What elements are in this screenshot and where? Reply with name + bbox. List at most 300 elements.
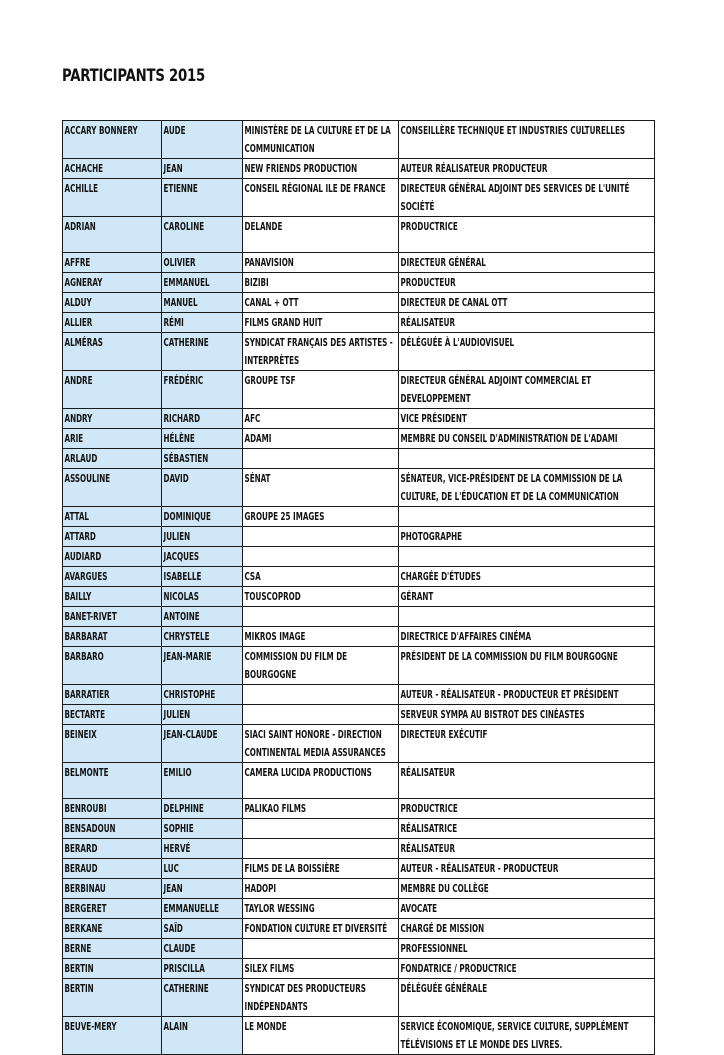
role-cell bbox=[399, 371, 655, 409]
role-cell bbox=[399, 607, 655, 627]
first-name-text: CAROLINE bbox=[163, 221, 205, 233]
role-text: DIRECTEUR DE CANAL OTT bbox=[400, 297, 508, 309]
last-name-text: ADRIAN bbox=[64, 221, 96, 233]
role-text: MEMBRE DU COLLÈGE bbox=[400, 883, 489, 895]
organization-text bbox=[243, 547, 399, 548]
last-name-cell bbox=[63, 959, 162, 979]
role-text bbox=[399, 507, 655, 508]
first-name-cell bbox=[162, 725, 243, 763]
first-name-cell bbox=[162, 159, 243, 179]
last-name-cell bbox=[63, 1017, 162, 1055]
organization-cell bbox=[243, 819, 399, 839]
role-text: AVOCATE bbox=[400, 903, 438, 915]
last-name-text: ARLAUD bbox=[64, 453, 98, 465]
organization-cell bbox=[243, 469, 399, 507]
table-row bbox=[63, 1017, 655, 1055]
role-text: DIRECTEUR GÉNÉRAL bbox=[400, 257, 486, 269]
last-name-text: ATTARD bbox=[64, 531, 96, 543]
organization-text: SYNDICAT DES PRODUCTEURS INDÉPENDANTS bbox=[244, 983, 366, 1013]
table-row bbox=[63, 179, 655, 217]
last-name-text: BENROUBI bbox=[64, 803, 107, 815]
organization-text: LE MONDE bbox=[244, 1021, 287, 1033]
table-row bbox=[63, 333, 655, 371]
role-cell bbox=[399, 939, 655, 959]
organization-cell bbox=[243, 567, 399, 587]
role-cell bbox=[399, 159, 655, 179]
role-text: GÉRANT bbox=[400, 591, 434, 603]
organization-text: BIZIBI bbox=[244, 277, 269, 289]
organization-cell bbox=[243, 507, 399, 527]
last-name-cell bbox=[63, 725, 162, 763]
organization-cell bbox=[243, 839, 399, 859]
role-text: PRÉSIDENT DE LA COMMISSION DU FILM BOURGOGNE bbox=[400, 651, 618, 663]
role-text: CHARGÉ DE MISSION bbox=[400, 923, 485, 935]
organization-text: SYNDICAT FRANÇAIS DES ARTISTES - INTERPRÈTES bbox=[244, 337, 393, 367]
last-name-cell bbox=[63, 899, 162, 919]
organization-cell bbox=[243, 121, 399, 159]
first-name-text: JEAN-MARIE bbox=[163, 651, 212, 663]
last-name-text: AVARGUES bbox=[64, 571, 108, 583]
role-text: DÉLÉGUÉE À L'AUDIOVISUEL bbox=[400, 337, 515, 349]
role-cell bbox=[399, 705, 655, 725]
organization-cell bbox=[243, 371, 399, 409]
table-row bbox=[63, 253, 655, 273]
first-name-text: EMMANUEL bbox=[163, 277, 210, 289]
organization-cell bbox=[243, 725, 399, 763]
role-text: DIRECTRICE D'AFFAIRES CINÉMA bbox=[400, 631, 532, 643]
first-name-text: ANTOINE bbox=[163, 611, 200, 623]
last-name-cell bbox=[63, 313, 162, 333]
organization-text bbox=[243, 685, 399, 686]
role-cell bbox=[399, 799, 655, 819]
role-text: PRODUCTEUR bbox=[400, 277, 456, 289]
last-name-cell bbox=[63, 429, 162, 449]
last-name-cell bbox=[63, 273, 162, 293]
role-cell bbox=[399, 121, 655, 159]
role-text: SÉNATEUR, VICE-PRÉSIDENT DE LA COMMISSION DE LA CULTURE, DE L'ÉDUCATION ET DE LA COMMUNICATION bbox=[400, 473, 623, 503]
organization-text: SIACI SAINT HONORE - DIRECTION CONTINENTAL MEDIA ASSURANCES bbox=[244, 729, 386, 759]
table-row bbox=[63, 409, 655, 429]
table-row bbox=[63, 979, 655, 1017]
first-name-cell bbox=[162, 547, 243, 567]
organization-text: GROUPE 25 IMAGES bbox=[244, 511, 325, 523]
last-name-text: ACHILLE bbox=[64, 183, 99, 195]
first-name-text: LUC bbox=[163, 863, 179, 875]
role-cell bbox=[399, 469, 655, 507]
first-name-cell bbox=[162, 959, 243, 979]
role-cell bbox=[399, 839, 655, 859]
table-row bbox=[63, 527, 655, 547]
first-name-text: JEAN bbox=[163, 883, 183, 895]
role-cell bbox=[399, 979, 655, 1017]
last-name-text: ALLIER bbox=[64, 317, 93, 329]
table-row bbox=[63, 685, 655, 705]
role-text: DIRECTEUR EXÉCUTIF bbox=[400, 729, 488, 741]
role-text: RÉALISATEUR bbox=[400, 317, 456, 329]
first-name-cell bbox=[162, 217, 243, 253]
first-name-text: DELPHINE bbox=[163, 803, 204, 815]
organization-text bbox=[243, 449, 399, 450]
last-name-cell bbox=[63, 217, 162, 253]
last-name-text: BANET-RIVET bbox=[64, 611, 117, 623]
first-name-cell bbox=[162, 253, 243, 273]
organization-text: GROUPE TSF bbox=[244, 375, 296, 387]
first-name-text: RÉMI bbox=[163, 317, 184, 329]
role-text: PROFESSIONNEL bbox=[400, 943, 468, 955]
role-cell bbox=[399, 429, 655, 449]
table-row bbox=[63, 879, 655, 899]
first-name-text: CHRISTOPHE bbox=[163, 689, 216, 701]
last-name-text: BERAUD bbox=[64, 863, 98, 875]
last-name-text: AFFRE bbox=[64, 257, 91, 269]
role-text: FONDATRICE / PRODUCTRICE bbox=[400, 963, 517, 975]
role-text: CONSEILLÈRE TECHNIQUE ET INDUSTRIES CULTURELLES bbox=[400, 125, 626, 137]
organization-cell bbox=[243, 179, 399, 217]
table-row bbox=[63, 547, 655, 567]
organization-cell bbox=[243, 333, 399, 371]
first-name-cell bbox=[162, 449, 243, 469]
first-name-text: HÉLÈNE bbox=[163, 433, 195, 445]
last-name-cell bbox=[63, 879, 162, 899]
role-cell bbox=[399, 859, 655, 879]
role-text: SERVEUR SYMPA AU BISTROT DES CINÉASTES bbox=[400, 709, 585, 721]
first-name-cell bbox=[162, 587, 243, 607]
last-name-cell bbox=[63, 859, 162, 879]
last-name-text: BERARD bbox=[64, 843, 98, 855]
organization-text: CONSEIL RÉGIONAL ILE DE FRANCE bbox=[244, 183, 386, 195]
last-name-text: BENSADOUN bbox=[64, 823, 116, 835]
table-row bbox=[63, 725, 655, 763]
organization-text: ADAMI bbox=[244, 433, 272, 445]
participants-table bbox=[62, 120, 655, 1055]
first-name-cell bbox=[162, 567, 243, 587]
first-name-cell bbox=[162, 839, 243, 859]
organization-cell bbox=[243, 429, 399, 449]
organization-text bbox=[243, 705, 399, 706]
first-name-text: JULIEN bbox=[163, 531, 191, 543]
role-cell bbox=[399, 587, 655, 607]
last-name-text: BERGERET bbox=[64, 903, 107, 915]
table-row bbox=[63, 587, 655, 607]
organization-cell bbox=[243, 409, 399, 429]
role-cell bbox=[399, 919, 655, 939]
table-row bbox=[63, 919, 655, 939]
first-name-cell bbox=[162, 527, 243, 547]
first-name-text: CHRYSTELE bbox=[163, 631, 210, 643]
first-name-cell bbox=[162, 647, 243, 685]
organization-text: HADOPI bbox=[244, 883, 277, 895]
organization-text: PANAVISION bbox=[244, 257, 294, 269]
organization-cell bbox=[243, 587, 399, 607]
first-name-cell bbox=[162, 371, 243, 409]
first-name-text: EMMANUELLE bbox=[163, 903, 220, 915]
organization-text: CANAL + OTT bbox=[244, 297, 299, 309]
table-row bbox=[63, 273, 655, 293]
table-row bbox=[63, 313, 655, 333]
last-name-cell bbox=[63, 607, 162, 627]
first-name-cell bbox=[162, 919, 243, 939]
first-name-text: SÉBASTIEN bbox=[163, 453, 209, 465]
table-row bbox=[63, 705, 655, 725]
organization-text: FILMS GRAND HUIT bbox=[244, 317, 323, 329]
last-name-cell bbox=[63, 919, 162, 939]
first-name-text: CATHERINE bbox=[163, 983, 209, 995]
last-name-cell bbox=[63, 121, 162, 159]
last-name-text: BERKANE bbox=[64, 923, 103, 935]
role-cell bbox=[399, 647, 655, 685]
first-name-text: AUDE bbox=[163, 125, 186, 137]
last-name-cell bbox=[63, 627, 162, 647]
first-name-text: CATHERINE bbox=[163, 337, 209, 349]
organization-cell bbox=[243, 763, 399, 799]
last-name-text: BEINEIX bbox=[64, 729, 97, 741]
role-text: RÉALISATRICE bbox=[400, 823, 458, 835]
role-text: AUTEUR RÉALISATEUR PRODUCTEUR bbox=[400, 163, 548, 175]
first-name-cell bbox=[162, 179, 243, 217]
first-name-cell bbox=[162, 293, 243, 313]
organization-cell bbox=[243, 859, 399, 879]
organization-cell bbox=[243, 1017, 399, 1055]
organization-text: FILMS DE LA BOISSIÈRE bbox=[244, 863, 340, 875]
last-name-cell bbox=[63, 159, 162, 179]
first-name-text: HERVÉ bbox=[163, 843, 191, 855]
first-name-cell bbox=[162, 819, 243, 839]
role-cell bbox=[399, 725, 655, 763]
role-cell bbox=[399, 273, 655, 293]
last-name-cell bbox=[63, 333, 162, 371]
last-name-cell bbox=[63, 547, 162, 567]
last-name-text: BAILLY bbox=[64, 591, 92, 603]
first-name-text: OLIVIER bbox=[163, 257, 196, 269]
first-name-cell bbox=[162, 859, 243, 879]
role-text: AUTEUR - RÉALISATEUR - PRODUCTEUR bbox=[400, 863, 559, 875]
first-name-cell bbox=[162, 333, 243, 371]
role-cell bbox=[399, 313, 655, 333]
first-name-text: EMILIO bbox=[163, 767, 192, 779]
organization-cell bbox=[243, 313, 399, 333]
role-cell bbox=[399, 879, 655, 899]
table-row bbox=[63, 159, 655, 179]
first-name-cell bbox=[162, 899, 243, 919]
organization-cell bbox=[243, 939, 399, 959]
last-name-text: ACCARY BONNERY bbox=[64, 125, 138, 137]
first-name-text: RICHARD bbox=[163, 413, 201, 425]
last-name-cell bbox=[63, 685, 162, 705]
role-cell bbox=[399, 627, 655, 647]
last-name-text: BARBARO bbox=[64, 651, 104, 663]
role-text: RÉALISATEUR bbox=[400, 767, 456, 779]
last-name-text: BERTIN bbox=[64, 983, 94, 995]
first-name-cell bbox=[162, 763, 243, 799]
first-name-cell bbox=[162, 705, 243, 725]
table-row bbox=[63, 899, 655, 919]
table-row bbox=[63, 507, 655, 527]
organization-text: CAMERA LUCIDA PRODUCTIONS bbox=[244, 767, 372, 779]
role-cell bbox=[399, 333, 655, 371]
role-text: PHOTOGRAPHE bbox=[400, 531, 463, 543]
first-name-cell bbox=[162, 313, 243, 333]
role-cell bbox=[399, 819, 655, 839]
role-text: DIRECTEUR GÉNÉRAL ADJOINT COMMERCIAL ET DEVELOPPEMENT bbox=[400, 375, 592, 405]
role-cell bbox=[399, 527, 655, 547]
role-text: MEMBRE DU CONSEIL D'ADMINISTRATION DE L'ADAMI bbox=[400, 433, 618, 445]
organization-cell bbox=[243, 879, 399, 899]
table-row bbox=[63, 469, 655, 507]
organization-text: SILEX FILMS bbox=[244, 963, 295, 975]
last-name-cell bbox=[63, 371, 162, 409]
role-cell bbox=[399, 1017, 655, 1055]
role-cell bbox=[399, 685, 655, 705]
role-text bbox=[399, 547, 655, 548]
first-name-cell bbox=[162, 1017, 243, 1055]
organization-text: TOUSCOPROD bbox=[244, 591, 301, 603]
role-text: RÉALISATEUR bbox=[400, 843, 456, 855]
last-name-text: ALDUY bbox=[64, 297, 92, 309]
role-text: VICE PRÉSIDENT bbox=[400, 413, 467, 425]
role-cell bbox=[399, 217, 655, 253]
role-cell bbox=[399, 253, 655, 273]
role-text: PRODUCTRICE bbox=[400, 803, 458, 815]
role-cell bbox=[399, 293, 655, 313]
organization-text: MINISTÈRE DE LA CULTURE ET DE LA COMMUNICATION bbox=[244, 125, 391, 155]
organization-text: SÉNAT bbox=[244, 473, 271, 485]
last-name-text: BARBARAT bbox=[64, 631, 108, 643]
role-cell bbox=[399, 409, 655, 429]
last-name-cell bbox=[63, 507, 162, 527]
first-name-text: JEAN bbox=[163, 163, 183, 175]
first-name-cell bbox=[162, 469, 243, 507]
first-name-cell bbox=[162, 939, 243, 959]
last-name-cell bbox=[63, 293, 162, 313]
role-text: CHARGÉE D'ÉTUDES bbox=[400, 571, 481, 583]
organization-cell bbox=[243, 705, 399, 725]
organization-cell bbox=[243, 919, 399, 939]
table-row bbox=[63, 859, 655, 879]
table-row bbox=[63, 763, 655, 799]
first-name-text: DOMINIQUE bbox=[163, 511, 211, 523]
organization-text: FONDATION CULTURE ET DIVERSITÉ bbox=[244, 923, 388, 935]
organization-text bbox=[243, 607, 399, 608]
last-name-text: ASSOULINE bbox=[64, 473, 111, 485]
page-title: PARTICIPANTS 2015 bbox=[62, 66, 206, 86]
last-name-cell bbox=[63, 253, 162, 273]
first-name-cell bbox=[162, 121, 243, 159]
organization-text: PALIKAO FILMS bbox=[244, 803, 307, 815]
first-name-text: SOPHIE bbox=[163, 823, 194, 835]
organization-cell bbox=[243, 607, 399, 627]
role-cell bbox=[399, 763, 655, 799]
first-name-cell bbox=[162, 627, 243, 647]
table-row bbox=[63, 567, 655, 587]
role-text bbox=[399, 607, 655, 608]
organization-text bbox=[243, 939, 399, 940]
table-row bbox=[63, 217, 655, 253]
first-name-text: ISABELLE bbox=[163, 571, 202, 583]
role-text: AUTEUR - RÉALISATEUR - PRODUCTEUR ET PRÉSIDENT bbox=[400, 689, 619, 701]
last-name-text: BARRATIER bbox=[64, 689, 110, 701]
table-row bbox=[63, 939, 655, 959]
last-name-cell bbox=[63, 705, 162, 725]
participants-table-body bbox=[63, 121, 655, 1055]
first-name-text: CLAUDE bbox=[163, 943, 196, 955]
first-name-cell bbox=[162, 879, 243, 899]
first-name-text: PRISCILLA bbox=[163, 963, 205, 975]
last-name-text: ALMÉRAS bbox=[64, 337, 103, 349]
organization-text bbox=[243, 839, 399, 840]
table-row bbox=[63, 627, 655, 647]
table-row bbox=[63, 839, 655, 859]
organization-text: AFC bbox=[244, 413, 261, 425]
table-row bbox=[63, 799, 655, 819]
role-text bbox=[399, 449, 655, 450]
last-name-cell bbox=[63, 179, 162, 217]
table-row bbox=[63, 607, 655, 627]
organization-cell bbox=[243, 627, 399, 647]
first-name-text: JEAN-CLAUDE bbox=[163, 729, 218, 741]
last-name-cell bbox=[63, 939, 162, 959]
table-row bbox=[63, 959, 655, 979]
organization-text: DELANDE bbox=[244, 221, 283, 233]
table-row bbox=[63, 371, 655, 409]
last-name-cell bbox=[63, 763, 162, 799]
last-name-text: ACHACHE bbox=[64, 163, 104, 175]
first-name-cell bbox=[162, 409, 243, 429]
last-name-text: BERTIN bbox=[64, 963, 94, 975]
first-name-text: JACQUES bbox=[163, 551, 200, 563]
last-name-cell bbox=[63, 409, 162, 429]
role-cell bbox=[399, 507, 655, 527]
role-cell bbox=[399, 547, 655, 567]
first-name-text: DAVID bbox=[163, 473, 189, 485]
role-text: SERVICE ÉCONOMIQUE, SERVICE CULTURE, SUPPLÉMENT TÉLÉVISIONS ET LE MONDE DES LIVRES. bbox=[400, 1021, 629, 1051]
last-name-text: BECTARTE bbox=[64, 709, 105, 721]
first-name-text: MANUEL bbox=[163, 297, 198, 309]
organization-text: TAYLOR WESSING bbox=[244, 903, 315, 915]
role-cell bbox=[399, 449, 655, 469]
first-name-text: SAÏD bbox=[163, 923, 183, 935]
first-name-text: JULIEN bbox=[163, 709, 191, 721]
role-cell bbox=[399, 567, 655, 587]
last-name-text: AGNERAY bbox=[64, 277, 103, 289]
table-row bbox=[63, 449, 655, 469]
last-name-text: ARIE bbox=[64, 433, 84, 445]
first-name-cell bbox=[162, 273, 243, 293]
first-name-cell bbox=[162, 607, 243, 627]
organization-text bbox=[243, 819, 399, 820]
last-name-text: BERBINAU bbox=[64, 883, 106, 895]
table-row bbox=[63, 121, 655, 159]
last-name-cell bbox=[63, 839, 162, 859]
last-name-text: ANDRY bbox=[64, 413, 93, 425]
last-name-cell bbox=[63, 819, 162, 839]
first-name-text: NICOLAS bbox=[163, 591, 199, 603]
role-text: DÉLÉGUÉE GÉNÉRALE bbox=[400, 983, 488, 995]
table-row bbox=[63, 647, 655, 685]
organization-cell bbox=[243, 899, 399, 919]
organization-cell bbox=[243, 273, 399, 293]
organization-cell bbox=[243, 647, 399, 685]
role-text: PRODUCTRICE bbox=[400, 221, 458, 233]
role-text: DIRECTEUR GÉNÉRAL ADJOINT DES SERVICES DE L'UNITÉ SOCIÉTÉ bbox=[400, 183, 630, 213]
role-cell bbox=[399, 959, 655, 979]
organization-cell bbox=[243, 685, 399, 705]
organization-cell bbox=[243, 799, 399, 819]
organization-cell bbox=[243, 159, 399, 179]
first-name-text: FRÉDÉRIC bbox=[163, 375, 204, 387]
organization-cell bbox=[243, 253, 399, 273]
first-name-cell bbox=[162, 507, 243, 527]
last-name-cell bbox=[63, 979, 162, 1017]
